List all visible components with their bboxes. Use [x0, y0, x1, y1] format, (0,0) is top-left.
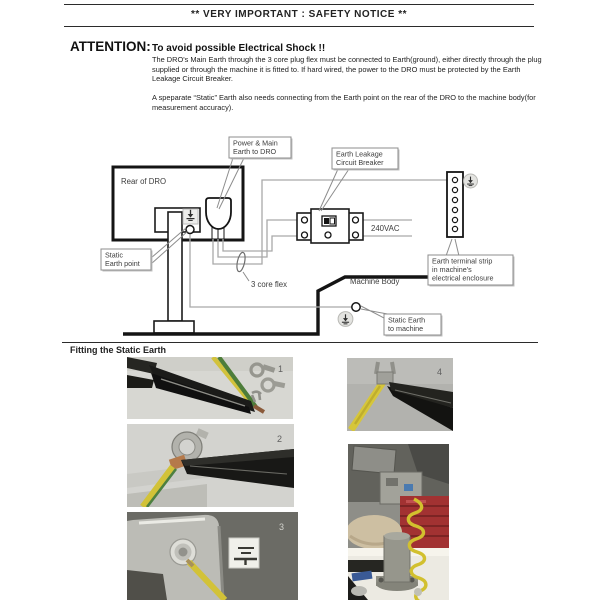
- attention-paragraph-1: The DRO's Main Earth through the 3 core plug flex must be connected to Earth(ground), either directly through the plug supplied or through the machine it is fitted to. If hard wired, the power to the DRO must be protected by the Earth Leakage Circuit Breaker.: [152, 55, 542, 84]
- label-earth-terminal-strip: [428, 239, 515, 287]
- attention-title: To avoid possible Electrical Shock !!: [152, 42, 326, 54]
- earth-wiring-diagram: [62, 128, 538, 343]
- earth-terminal-strip: [447, 172, 463, 237]
- breaker-test-button: [325, 232, 331, 238]
- wrench: [351, 586, 367, 596]
- svg-text:Earth terminal strip: Earth terminal strip: [432, 256, 493, 266]
- flex-leader-line: [243, 272, 249, 281]
- safety-notice-title: ** VERY IMPORTANT : SAFETY NOTICE **: [191, 9, 407, 20]
- photo-1-wire-and-terminals: [127, 357, 293, 419]
- photo-number: 2: [277, 434, 283, 444]
- photo-4-fork-terminal-crimp: [347, 358, 453, 431]
- label-static-earth-to-machine: [361, 306, 443, 337]
- blue-part: [404, 484, 413, 491]
- svg-text:Static: Static: [105, 250, 123, 260]
- section-heading: Fitting the Static Earth: [70, 345, 167, 355]
- photo-number: 1: [278, 364, 284, 374]
- svg-text:Earth point: Earth point: [105, 259, 140, 268]
- earth-badge-machine: [338, 312, 353, 327]
- photo-number: 4: [437, 367, 443, 377]
- svg-text:Static Earth: Static Earth: [388, 315, 426, 325]
- label-3-core-flex: 3 core flex: [251, 280, 287, 289]
- header-rule-top: [64, 4, 534, 5]
- svg-text:electrical enclosure: electrical enclosure: [432, 273, 494, 283]
- photo-5-machine-static-earth: [348, 444, 449, 600]
- attention-label: ATTENTION:: [70, 39, 151, 54]
- earth-leakage-breaker: [297, 209, 363, 243]
- svg-text:to machine: to machine: [388, 324, 424, 333]
- svg-text:Circuit Breaker: Circuit Breaker: [336, 158, 384, 167]
- mount-cylinder: [384, 536, 410, 582]
- fork-terminal-barrel: [377, 372, 393, 384]
- label-240vac: 240VAC: [371, 224, 400, 233]
- dro-pole-base: [154, 321, 194, 333]
- header-rule-bottom: [64, 26, 534, 27]
- svg-text:Earth Leakage: Earth Leakage: [336, 149, 383, 159]
- dro-mounting-pole: [168, 212, 182, 321]
- svg-text:Earth to DRO: Earth to DRO: [233, 147, 277, 156]
- svg-text:Power & Main: Power & Main: [233, 138, 278, 148]
- static-earth-machine-terminal: [352, 303, 360, 311]
- static-earth-wire: [190, 233, 352, 307]
- photo-3-earth-point-on-machine: [127, 512, 298, 600]
- earth-badge-terminal-strip: [464, 174, 478, 188]
- label-rear-of-dro: Rear of DRO: [121, 177, 167, 186]
- flex-loop: [235, 252, 246, 273]
- label-machine-body: Machine Body: [350, 277, 400, 286]
- attention-paragraph-2: A speparate “Static” Earth also needs connecting from the Earth point on the rear of the DRO to the machine body(for measurement accuracy).: [152, 93, 536, 112]
- photo-number: 3: [279, 522, 285, 532]
- section-rule: [62, 342, 538, 343]
- svg-text:in machine's: in machine's: [432, 265, 472, 274]
- photo-2-ring-terminal-crimp: [127, 424, 294, 507]
